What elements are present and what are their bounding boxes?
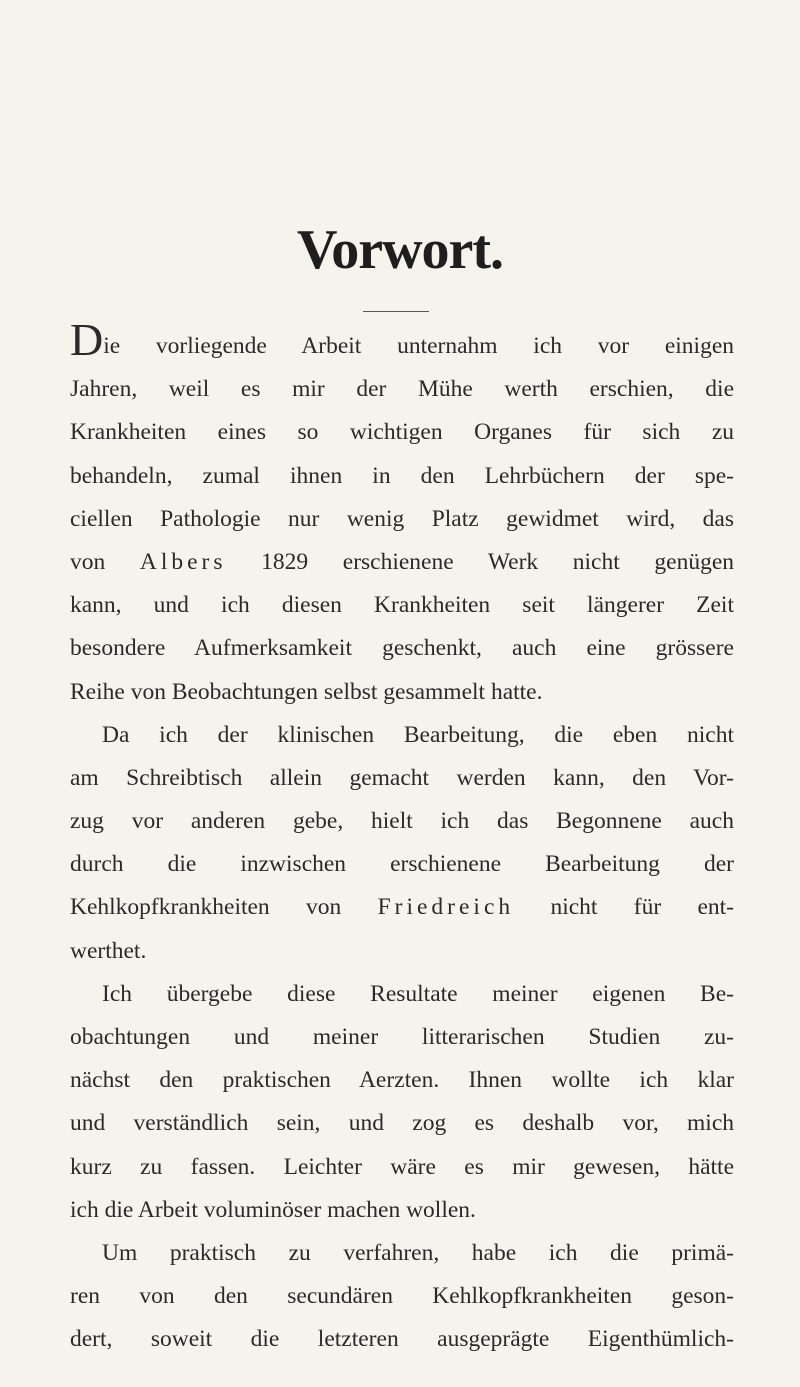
text-line: Da ich der klinischen Bearbeitung, die eben nicht — [102, 721, 734, 748]
text-line: am Schreibtisch allein gemacht werden kann, den Vor- — [70, 764, 734, 791]
text-line: kann, und ich diesen Krankheiten seit längerer Zeit — [70, 592, 734, 619]
text-line: Jahren, weil es mir der Mühe werth erschien, die — [70, 376, 734, 403]
text-line: zug vor anderen gebe, hielt ich das Begonnene auch — [70, 808, 734, 835]
text-line: kurz zu fassen. Leichter wäre es mir gewesen, hätte — [70, 1153, 734, 1180]
author-name-friedreich: Friedreich — [377, 894, 515, 921]
text-line: durch die inzwischen erschienene Bearbeitung der — [70, 851, 734, 878]
text-line: und verständlich sein, und zog es deshalb vor, mich — [70, 1110, 734, 1137]
text-line: ich die Arbeit voluminöser machen wollen. — [70, 1196, 476, 1223]
text-line: ren von den secundären Kehlkopfkrankheiten geson- — [70, 1283, 734, 1310]
text-line: Ich übergebe diese Resultate meiner eigenen Be- — [102, 980, 734, 1007]
text-line: Reihe von Beobachtungen selbst gesammelt hatte. — [70, 678, 543, 705]
text-line: werthet. — [70, 937, 147, 964]
body-text — [70, 314, 734, 1362]
text-line: obachtungen und meiner litterarischen Studien zu- — [70, 1024, 734, 1050]
text-line: Um praktisch zu verfahren, habe ich die primä- — [102, 1239, 734, 1266]
text-line: besondere Aufmerksamkeit geschenkt, auch eine grössere — [70, 635, 734, 662]
text-line: Krankheiten eines so wichtigen Organes für sich zu — [70, 419, 734, 446]
title-divider — [363, 311, 429, 312]
page-title: Vorwort. — [296, 219, 504, 281]
text-line: Kehlkopfkrankheiten von Friedreich nicht für ent- — [70, 894, 734, 921]
text-line: dert, soweit die letzteren ausgeprägte Eigenthümlich- — [70, 1326, 734, 1353]
author-name-albers: Albers — [139, 548, 227, 575]
text-line: von Albers 1829 erschienene Werk nicht genügen — [70, 548, 734, 575]
text-line: Die vorliegende Arbeit unternahm ich vor einigen — [70, 314, 734, 365]
drop-cap: D — [70, 314, 104, 365]
text-line: ciellen Pathologie nur wenig Platz gewidmet wird, das — [70, 505, 734, 532]
text-line: behandeln, zumal ihnen in den Lehrbüchern der spe- — [70, 462, 734, 489]
text-line: nächst den praktischen Aerzten. Ihnen wollte ich klar — [70, 1067, 734, 1094]
